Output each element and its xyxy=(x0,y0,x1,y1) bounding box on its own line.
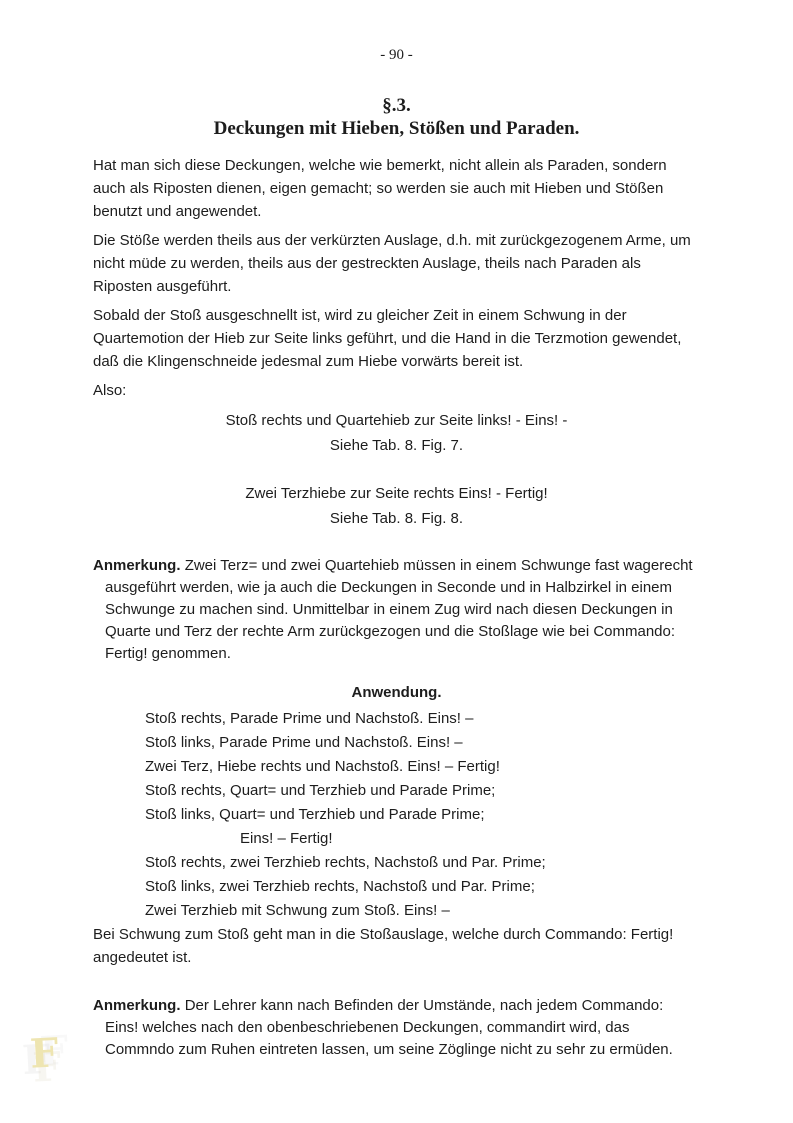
figure-reference-2: Siehe Tab. 8. Fig. 8. xyxy=(329,510,464,527)
note-1-label: Anmerkung. xyxy=(93,557,181,574)
closing-paragraph: Bei Schwung zum Stoß geht man in die Stoßauslage, welche durch Commando: Fertig! angedeutet ist. xyxy=(93,926,674,966)
figure-reference-1: Siehe Tab. 8. Fig. 7. xyxy=(329,437,464,454)
anwendung-item: Stoß links, Quart= und Terzhieb und Parade Prime; xyxy=(145,806,485,823)
anwendung-item: Zwei Terz, Hiebe rechts und Nachstoß. Eins! – Fertig! xyxy=(145,758,500,775)
paragraph-3: Sobald der Stoß ausgeschnellt ist, wird zu gleicher Zeit in einem Schwung in der Quartemotion der Hieb zur Seite links geführt, und die Hand in die Terzmotion gewendet, daß die Klingenschneide jedesmal zum Hiebe vorwärts bereit ist. xyxy=(93,307,682,370)
paragraph-1: Hat man sich diese Deckungen, welche wie bemerkt, nicht allein als Paraden, sondern auch als Riposten dienen, eigen gemacht; so werden sie auch mit Hieben und Stößen benutzt und angewendet. xyxy=(93,157,667,220)
note-2 xyxy=(93,995,700,1061)
command-line-2: Zwei Terzhiebe zur Seite rechts Eins! - Fertig! xyxy=(245,485,548,502)
anwendung-item: Eins! – Fertig! xyxy=(240,830,333,847)
anwendung-item: Zwei Terzhieb mit Schwung zum Stoß. Eins! – xyxy=(145,902,450,919)
anwendung-heading: Anwendung. xyxy=(351,684,442,701)
section-heading xyxy=(93,94,700,140)
anwendung-item: Stoß rechts, zwei Terzhieb rechts, Nachstoß und Par. Prime; xyxy=(145,854,546,871)
paragraph-2: Die Stöße werden theils aus der verkürzten Auslage, d.h. mit zurückgezogenem Arme, um nicht müde zu werden, theils aus der gestreckten Auslage, theils nach Paraden als Riposten ausgeführt. xyxy=(93,232,691,295)
watermark-stamp: F xyxy=(28,1029,60,1078)
page-number: - 90 - xyxy=(380,47,413,63)
anwendung-item: Stoß rechts, Parade Prime und Nachstoß. Eins! – xyxy=(145,710,474,727)
section-title: Deckungen mit Hieben, Stößen und Paraden. xyxy=(213,118,580,139)
anwendung-list xyxy=(145,707,700,923)
section-number: §.3. xyxy=(382,95,411,116)
note-2-label: Anmerkung. xyxy=(93,997,181,1014)
note-1-text: Zwei Terz= und zwei Quartehieb müssen in einem Schwunge fast wagerecht ausgeführt werden, wie ja auch die Deckungen in Seconde und in Halbzirkel in einem Schwunge zu machen sind. Unmittelbar in einem Zug wird nach diesen Deckungen in Quarte und Terz der rechte Arm zurückgezogen und die Stoßlage wie bei Commando: Fertig! genommen. xyxy=(105,557,693,662)
anwendung-item: Stoß links, Parade Prime und Nachstoß. Eins! – xyxy=(145,734,463,751)
anwendung-item: Stoß rechts, Quart= und Terzhieb und Parade Prime; xyxy=(145,782,496,799)
command-line-1: Stoß rechts und Quartehieb zur Seite links! - Eins! - xyxy=(225,412,568,429)
also-label: Also: xyxy=(93,382,127,399)
note-2-text: Der Lehrer kann nach Befinden der Umstände, nach jedem Commando: Eins! welches nach den obenbeschriebenen Deckungen, commandirt wird, das Commndo zum Ruhen eintreten lassen, um seine Zöglinge nicht zu sehr zu ermüden. xyxy=(105,997,673,1058)
anwendung-item: Stoß links, zwei Terzhieb rechts, Nachstoß und Par. Prime; xyxy=(145,878,535,895)
note-1 xyxy=(93,555,700,665)
